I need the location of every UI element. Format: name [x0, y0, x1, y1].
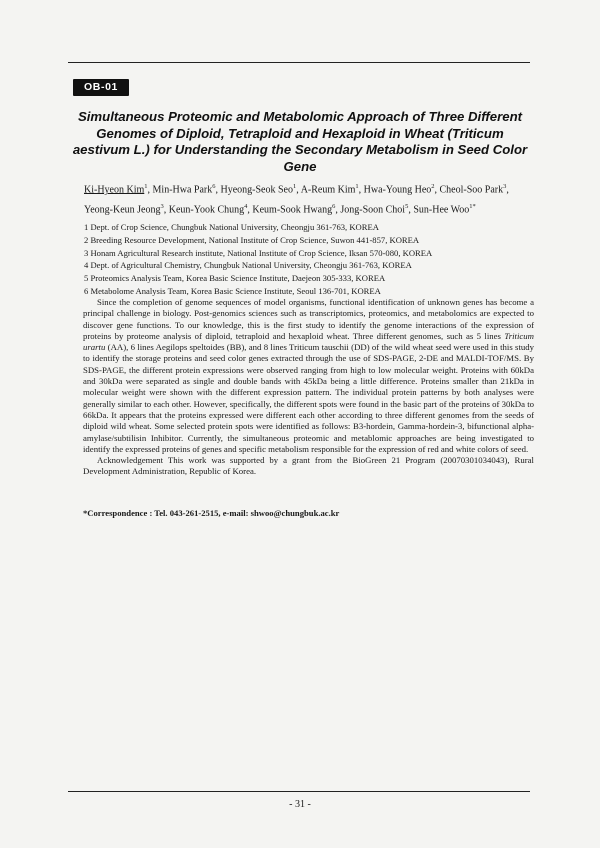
author: Min-Hwa Park — [152, 184, 213, 196]
abstract-body — [83, 297, 534, 478]
bottom-rule — [68, 791, 530, 792]
affiliation: 3 Honam Agricultural Research institute, National Institute of Crop Science, Iksan 570-080, KOREA — [84, 247, 433, 258]
affiliation: 5 Proteomics Analysis Team, Korea Basic Science Institute, Daejeon 305-333, KOREA — [84, 273, 386, 284]
author: Ki-Hyeon Kim — [84, 184, 145, 196]
author: Keum-Sook Hwang — [252, 204, 333, 216]
correspondence-line: *Correspondence : Tel. 043-261-2515, e-mail: shwoo@chungbuk.ac.kr — [83, 508, 340, 518]
author: Keun-Yook Chung — [168, 204, 245, 216]
page-number: - 31 - — [289, 799, 311, 810]
author: Hyeong-Seok Seo — [220, 184, 293, 196]
author: Cheol-Soo Park — [439, 184, 504, 196]
author: A-Reum Kim — [300, 184, 356, 196]
session-badge: OB-01 — [73, 79, 129, 96]
affiliation: 4 Dept. of Agricultural Chemistry, Chungbuk National University, Cheongju 361-763, KOREA — [84, 260, 412, 271]
top-rule — [68, 62, 530, 63]
affiliation: 1 Dept. of Crop Science, Chungbuk National University, Cheongju 361-763, KOREA — [84, 222, 379, 232]
affiliation: 2 Breeding Resource Development, National Institute of Crop Science, Suwon 441-857, KOREA — [84, 234, 420, 245]
abstract-paragraph: Since the completion of genome sequences of model organisms, functional identification of unknown genes has become a principal challenge in biology. Post-genomics sciences such as transcriptomics, proteomics, and metabolomics are expected to discover gene functions. To our knowledge, this is the first study to identify the genome interactions of the expression of proteins by proteome analysis of diploid, tetraploid and hexaploid wheat. Three different genomes, such as 5 lines Triticum urartu (AA), 6 lines Aegilops speltoides (BB), and 8 lines Triticum tauschii (DD) of the wild wheat seed were used in this study to identify the storage proteins and seed color genes extracted through the use of SDS-PAGE, 2-DE and MALDI-TOF/MS. By SDS-PAGE, the different protein expressions were observed ranging from high to low molecular weight. Proteins with 60kDa and 30kDa were separated as single and double bands with 45kDa being a little difference. Proteins smaller than 21kDa in molecular weight were shown with the different expression pattern. The individual protein patterns by both analyses were generally similar to each other. However, specifically, the different spots were found in the basic part of the proteins of 30kDa to 66kDa. It appears that the proteins expressed were different each other according to three different genomes from the seeds of diploid wild wheat. Some selected protein spots were identified as follows: B3-hordein, Gamma-hordein-3, bifunctional alpha- amylase/subtilisin Inhibitor. Currently, the simultaneous proteomic and metablomic approaches are being investigated to identify the expressed proteins of genes and specific metabolism responsible for the expression of red and white colors of seed. — [83, 297, 534, 454]
affiliation: 6 Metabolome Analysis Team, Korea Basic Science Institute, Seoul 136-701, KOREA — [84, 285, 381, 296]
author: Hwa-Young Heo — [363, 184, 432, 196]
author: Yeong-Keun Jeong — [84, 204, 161, 216]
author: Jong-Soon Choi — [340, 204, 406, 216]
affiliation-list — [84, 221, 528, 298]
acknowledgement-paragraph: Acknowledgement This work was supported by a grant from the BioGreen 21 Program (20070301034043), Rural Development Administration, Republic of Korea. — [83, 455, 534, 477]
author-list: Ki-Hyeon Kim$^1$, Min-Hwa Park$^6$, Hyeong-Seok Seo$^1$, A-Reum Kim$^1$, Hwa-Young Heo$^2$, Cheol-Soo Park$^3$, Yeong-Keun Jeong$^3$, Keun-Yook Chung$^4$, Keum-Sook Hwang$^6$, Jong-Soon Choi$^5$, Sun-Hee Woo$^{1*}$ — [84, 183, 509, 216]
author: Sun-Hee Woo — [413, 204, 470, 216]
paper-title: Simultaneous Proteomic and Metabolomic Approach of Three Different Genomes of Diploid, Tetraploid and Hexaploid in Wheat (Triticum aestivum L.) for Understanding the Secondary Metabolism in Seed Color Gene — [72, 109, 528, 174]
